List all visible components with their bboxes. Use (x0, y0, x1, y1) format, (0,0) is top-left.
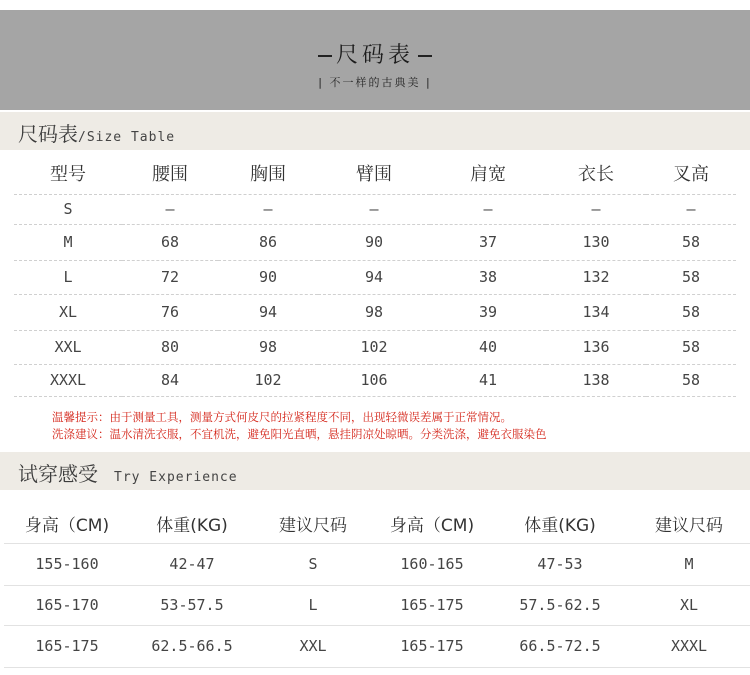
size-table-cell: 90 (218, 260, 318, 294)
section-title-cn: 试穿感受 (18, 462, 98, 486)
size-table-header-cell: 胸围 (218, 152, 318, 194)
try-table-cell: XXXL (628, 625, 750, 667)
title-dash-left (318, 55, 332, 57)
size-table-cell: – (122, 194, 218, 224)
size-table-cell: 138 (546, 364, 646, 396)
section-title-en: Try Experience (114, 470, 238, 485)
size-table-cell: – (430, 194, 546, 224)
size-table-header-cell: 肩宽 (430, 152, 546, 194)
size-table-cell: L (14, 260, 122, 294)
try-table-header-cell: 体重(KG) (130, 505, 254, 543)
size-table-cell: 38 (430, 260, 546, 294)
size-table-cell: 80 (122, 330, 218, 364)
size-table-row (14, 260, 736, 294)
size-table-cell: – (218, 194, 318, 224)
size-table-cell: 76 (122, 294, 218, 330)
size-table-cell: 58 (646, 294, 736, 330)
size-table-row (14, 330, 736, 364)
size-table-cell: 58 (646, 364, 736, 396)
try-table-header-cell: 建议尺码 (254, 505, 372, 543)
size-table-cell: 58 (646, 330, 736, 364)
size-table-cell: 94 (318, 260, 430, 294)
try-table-cell: 165-175 (4, 625, 130, 667)
try-table-cell: 42-47 (130, 543, 254, 585)
size-table-header-row (14, 152, 736, 194)
washing-advice: 洗涤建议：温水清洗衣服，不宜机洗，避免阳光直晒，悬挂阴凉处晾晒。分类洗涤，避免衣服染色 (52, 427, 547, 441)
size-table-cell: 102 (318, 330, 430, 364)
size-table-header-cell: 叉高 (646, 152, 736, 194)
size-table-row (14, 364, 736, 396)
try-table-cell: 155-160 (4, 543, 130, 585)
size-table-cell: 86 (218, 224, 318, 260)
size-table-cell: 41 (430, 364, 546, 396)
size-table-body (14, 194, 736, 396)
size-table-section-header (0, 112, 750, 150)
size-table-cell: S (14, 194, 122, 224)
size-table-row (14, 224, 736, 260)
size-table-row (14, 294, 736, 330)
try-table-row (4, 585, 750, 625)
size-table-cell: – (318, 194, 430, 224)
size-table-cell: 98 (318, 294, 430, 330)
size-table-cell: 40 (430, 330, 546, 364)
care-notes (52, 409, 547, 443)
size-table-cell: 58 (646, 260, 736, 294)
try-table-row (4, 625, 750, 667)
size-table-cell: M (14, 224, 122, 260)
try-table-cell: 53-57.5 (130, 585, 254, 625)
size-table-header-cell: 臂围 (318, 152, 430, 194)
try-table-header-cell: 身高（CM) (4, 505, 130, 543)
section-title (18, 458, 238, 487)
try-table-header-cell: 体重(KG) (492, 505, 628, 543)
try-table-cell: M (628, 543, 750, 585)
section-title (18, 118, 175, 147)
size-table-cell: – (646, 194, 736, 224)
size-table-cell: 136 (546, 330, 646, 364)
size-table-cell: – (546, 194, 646, 224)
size-table-cell: 130 (546, 224, 646, 260)
title-dash-right (418, 55, 432, 57)
try-table-cell: 165-175 (372, 585, 492, 625)
size-table-cell: XXXL (14, 364, 122, 396)
size-table-cell: XXL (14, 330, 122, 364)
size-table-row (14, 194, 736, 224)
try-experience-section-header (0, 452, 750, 490)
try-table-cell: 66.5-72.5 (492, 625, 628, 667)
size-table-cell: 98 (218, 330, 318, 364)
size-table-cell: 84 (122, 364, 218, 396)
size-table-cell: 90 (318, 224, 430, 260)
size-table-cell: 132 (546, 260, 646, 294)
size-table (14, 152, 736, 397)
try-table-header-cell: 身高（CM) (372, 505, 492, 543)
banner-title (0, 38, 750, 69)
try-table-cell: L (254, 585, 372, 625)
size-table-cell: 102 (218, 364, 318, 396)
size-table-cell: 68 (122, 224, 218, 260)
try-table-cell: 57.5-62.5 (492, 585, 628, 625)
size-table-cell: 37 (430, 224, 546, 260)
size-table-cell: 134 (546, 294, 646, 330)
try-table-body (4, 543, 750, 667)
banner-title-text: 尺码表 (335, 43, 414, 68)
size-table-cell: 106 (318, 364, 430, 396)
size-table-header-cell: 腰围 (122, 152, 218, 194)
size-table-cell: 39 (430, 294, 546, 330)
try-table-cell: 165-175 (372, 625, 492, 667)
try-table-row (4, 543, 750, 585)
section-title-en: /Size Table (78, 130, 176, 145)
try-table-header-row (4, 505, 750, 543)
try-experience-table (4, 505, 750, 668)
measurement-tip: 温馨提示：由于测量工具，测量方式何皮尺的拉紧程度不同，出现轻微误差属于正常情况。 (52, 410, 512, 424)
try-table-header-cell: 建议尺码 (628, 505, 750, 543)
size-table-cell: 94 (218, 294, 318, 330)
size-table-cell: XL (14, 294, 122, 330)
try-table-cell: 62.5-66.5 (130, 625, 254, 667)
try-table-cell: XL (628, 585, 750, 625)
try-table-cell: 47-53 (492, 543, 628, 585)
try-table-cell: 160-165 (372, 543, 492, 585)
section-title-cn: 尺码表 (18, 122, 78, 146)
size-table-cell: 58 (646, 224, 736, 260)
try-table-cell: XXL (254, 625, 372, 667)
size-table-header-cell: 型号 (14, 152, 122, 194)
try-table-cell: 165-170 (4, 585, 130, 625)
size-table-header-cell: 衣长 (546, 152, 646, 194)
banner-subtitle: | 不一样的古典美 | (318, 76, 432, 89)
size-table-cell: 72 (122, 260, 218, 294)
try-table-cell: S (254, 543, 372, 585)
